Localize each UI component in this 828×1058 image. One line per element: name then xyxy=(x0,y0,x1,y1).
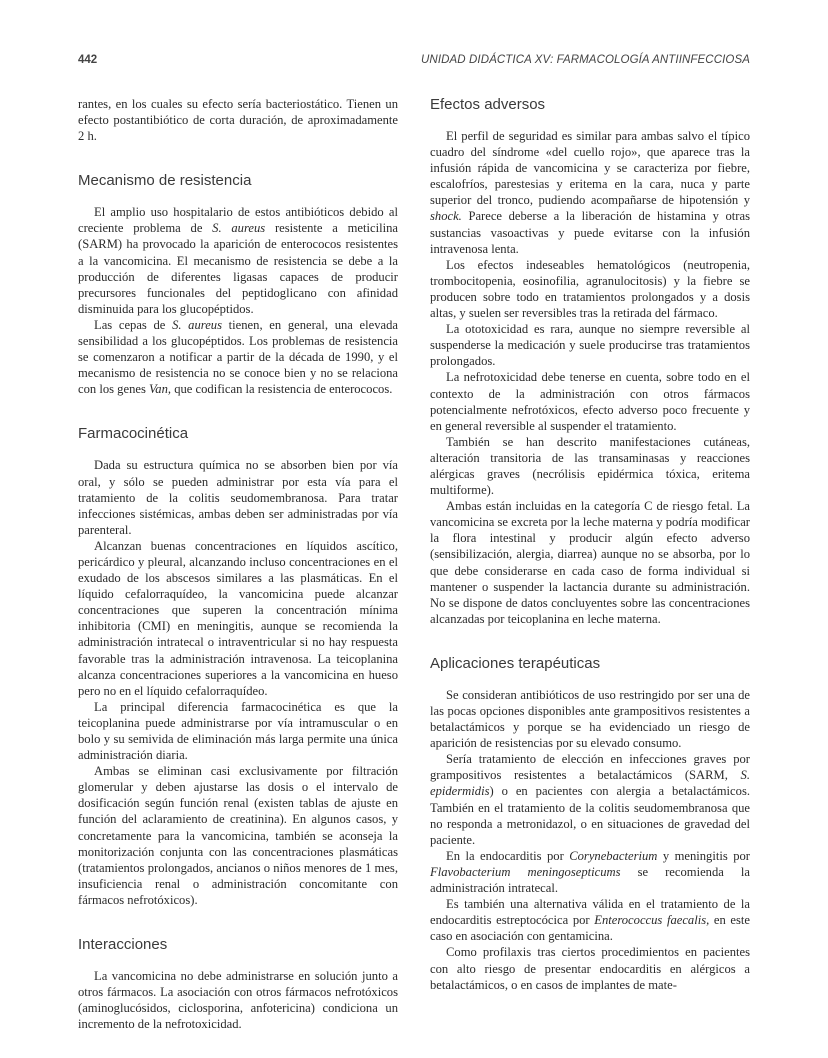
interacciones-paragraph-1: La vancomicina no debe administrarse en solución junto a otros fármacos. La asociación con otros fármacos nefrotóxicos (aminoglucósidos, ciclosporina, anfotericina) condiciona un incremento de la nefrotoxicidad. xyxy=(78,969,398,1032)
efectos-paragraph-4: La nefrotoxicidad debe tenerse en cuenta, sobre todo en el contexto de la administración con otros fármacos potencialmente nefrotóxicos, efecto adverso poco frecuente y en general reversible al suspender el tratamiento. xyxy=(430,370,750,433)
left-column xyxy=(78,96,398,1032)
section-title-interacciones: Interacciones xyxy=(78,936,168,954)
aplicaciones-paragraph-5: Como profilaxis tras ciertos procedimientos en pacientes con alto riesgo de presentar endocarditis en alérgicos a betalactámicos, o en casos de implantes de mate- xyxy=(430,945,750,992)
efectos-paragraph-5: También se han descrito manifestaciones cutáneas, alteración transitoria de las transaminasas y reacciones alérgicas graves (necrólisis epidérmica tóxica, eritema multiforme). xyxy=(430,434,750,498)
farmacocinetica-paragraph-4: Ambas se eliminan casi exclusivamente por filtración glomerular y deben ajustarse las dosis o el intervalo de dosificación según función renal (existen tablas de ajuste en función del aclaramiento de creatinina). En algunos casos, y concretamente para la vancomicina, también se aconseja la monitorización conjunta con las concentraciones plasmáticas (tratamientos prolongados, ancianos o niños menores de 1 mes, insuficiencia renal o administración concomitante con fármacos nefrotóxicos). xyxy=(78,764,398,907)
efectos-paragraph-3: La ototoxicidad es rara, aunque no siempre reversible al suspenderse la medicación y suele producirse tras tratamientos prolongados. xyxy=(430,322,750,369)
farmacocinetica-paragraph-3: La principal diferencia farmacocinética es que la teicoplanina puede administrarse por vía intramuscular o en bolo y su semivida de eliminación más larga permite una única administración diaria. xyxy=(78,699,398,763)
farmacocinetica-paragraph-2: Alcanzan buenas concentraciones en líquidos ascítico, pericárdico y pleural, alcanzando incluso concentraciones en el exudado de los abscesos similares a las plasmáticas. En el líquido cefalorraquídeo, la vancomicina puede alcanzar concentraciones que superen la concentración mínima inhibitoria (CMI) en meningitis, aunque se recomienda la administración intratecal o intraventricular si no hay respuesta favorable tras la administración intravenosa. La teicoplanina alcanza concentraciones superiores a la vancomicina en hueso pero no en el líquido cefalorraquídeo. xyxy=(78,538,398,698)
efectos-paragraph-1: El perfil de seguridad es similar para ambas salvo el típico cuadro del síndrome «del cuello rojo», que aparece tras la infusión rápida de vancomicina y se caracteriza por fiebre, escalofríos, parestesias y eritema en la cara, nuca y parte superior del tronco, pudiendo acompañarse de hipotensión y shock. Parece deberse a la liberación de histamina y otras sustancias vasoactivas y puede evitarse con la infusión intravenosa lenta. xyxy=(430,129,750,256)
page-number: 442 xyxy=(78,54,98,66)
resistencia-paragraph-1: El amplio uso hospitalario de estos antibióticos debido al creciente problema de S. aureus resistente a meticilina (SARM) ha provocado la aparición de enterococos resistentes a la vancomicina. El mecanismo de resistencia se debe a la producción de diferentes ligasas capaces de producir precursores funcionales del peptidoglicano con afinidad disminuida para los glucopéptidos. xyxy=(78,205,398,316)
aplicaciones-paragraph-3: En la endocarditis por Corynebacterium y meningitis por Flavobacterium meningosepticums se recomienda la administración intratecal. xyxy=(430,848,750,896)
section-title-farmacocinetica: Farmacocinética xyxy=(78,425,189,443)
section-title-resistencia: Mecanismo de resistencia xyxy=(78,172,252,190)
section-title-aplicaciones: Aplicaciones terapéuticas xyxy=(430,654,601,672)
efectos-paragraph-6: Ambas están incluidas en la categoría C de riesgo fetal. La vancomicina se excreta por la leche materna y podría modificar la flora intestinal y producir algún efecto adverso (sensibilización, alergia, diarrea) aunque no se absorba, por lo que debe considerarse en cada caso de forma individual si mantener o suspender la lactancia durante su administración. No se dispone de datos concluyentes sobre las concentraciones alcanzadas por teicoplanina en leche materna. xyxy=(430,499,750,626)
resistencia-paragraph-2: Las cepas de S. aureus tienen, en general, una elevada sensibilidad a los glucopéptidos. Los problemas de resistencia se comenzaron a notificar a partir de la década de 1990, y el mecanismo de resistencia no se conoce bien y no se relaciona con los genes Van, que codifican la resistencia de enterococos. xyxy=(78,317,399,397)
running-header: UNIDAD DIDÁCTICA XV: FARMACOLOGÍA ANTIINFECCIOSA xyxy=(421,54,750,66)
farmacocinetica-paragraph-1: Dada su estructura química no se absorben bien por vía oral, y sólo se pueden administrar por esta vía para el tratamiento de la colitis seudomembranosa. Para tratar infecciones sistémicas, ambas deben ser administradas por vía parenteral. xyxy=(78,458,398,537)
aplicaciones-paragraph-4: Es también una alternativa válida en el tratamiento de la endocarditis estreptocócica por Enterococcus faecalis, en este caso en asociación con gentamicina. xyxy=(430,897,751,944)
section-title-efectos: Efectos adversos xyxy=(430,96,546,113)
aplicaciones-paragraph-2: Sería tratamiento de elección en infecciones graves por grampositivos resistentes a betalactámicos (SARM, S. epidermidis) o en pacientes con alergia a betalactámicos. También en el tratamiento de la colitis seudomembranosa que no responda a metronidazol, o en situaciones de gravedad del paciente. xyxy=(430,752,750,847)
right-column xyxy=(430,96,750,993)
aplicaciones-paragraph-1: Se consideran antibióticos de uso restringido por ser una de las pocas opciones disponibles ante grampositivos resistentes a betalactámicos y porque se ha evidenciado un riesgo de aparición de resistencias por su elevado consumo. xyxy=(430,687,750,751)
efectos-paragraph-2: Los efectos indeseables hematológicos (neutropenia, trombocitopenia, eosinofilia, agranulocitosis) y la fiebre se producen sobre todo en tratamientos prolongados y a dosis altas, y suelen ser reversibles tras la retirada del fármaco. xyxy=(430,257,750,321)
intro-paragraph: rantes, en los cuales su efecto sería bacteriostático. Tienen un efecto postantibiótico de corta duración, de aproximadamente 2 h. xyxy=(78,97,398,144)
